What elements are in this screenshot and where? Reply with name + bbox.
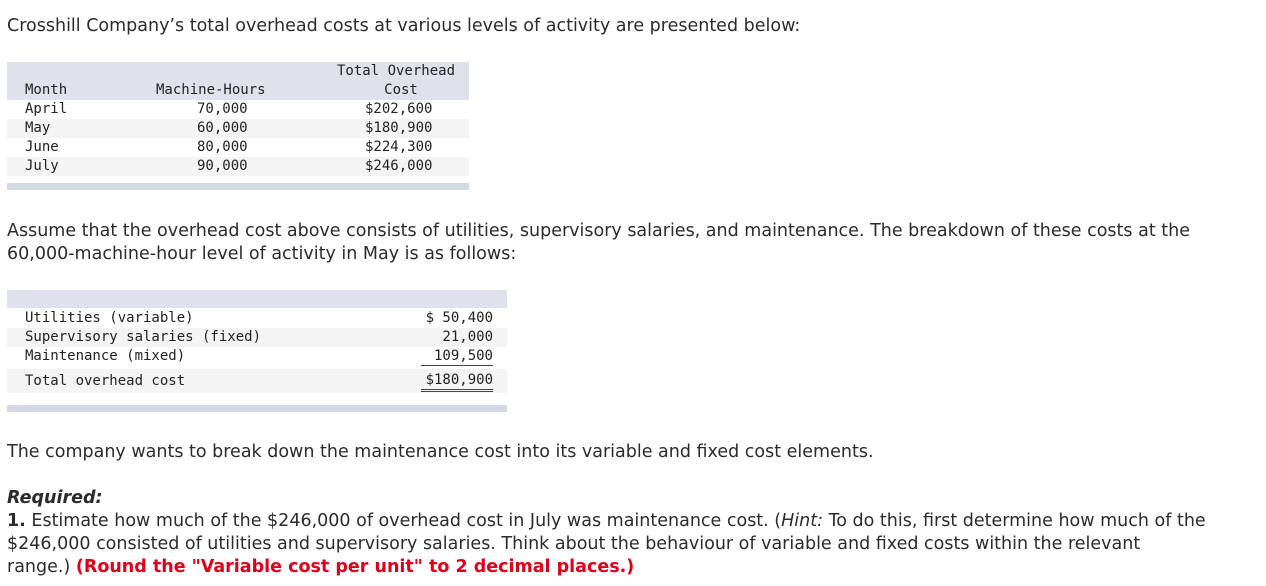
hint-label: Hint: [781, 511, 823, 531]
hours-cell: 90,000 [197, 158, 248, 174]
question-text-b: To do this, first determine how much of the $246,000 consisted of utilities and supervisory salaries. Think about the behaviour of variable and fixed costs within the relevant range.) [7, 511, 1206, 577]
table-footer-bar [7, 405, 507, 412]
amount-cell: $ 50,400 [425, 310, 493, 326]
intro-text: Crosshill Company’s total overhead costs at various levels of activity are presented below: [7, 16, 801, 36]
question-number: 1. [7, 511, 26, 531]
table-row [7, 138, 469, 157]
table-row [7, 157, 469, 176]
table-row [7, 119, 469, 138]
question-1 [7, 510, 1207, 579]
amount-cell: 21,000 [442, 329, 493, 345]
overhead-table [7, 62, 469, 190]
breakdown-table [7, 290, 507, 412]
column-header-month: Month [25, 82, 68, 98]
column-header-overhead-line2: Cost [384, 82, 418, 98]
label-cell: Maintenance (mixed) [25, 348, 186, 364]
column-header-machine-hours: Machine-Hours [156, 82, 266, 98]
label-cell: Supervisory salaries (fixed) [25, 329, 262, 345]
rounding-instruction: (Round the "Variable cost per unit" to 2 decimal places.) [75, 557, 635, 577]
hours-cell: 80,000 [197, 139, 248, 155]
cost-cell: $246,000 [365, 158, 433, 174]
required-label: Required: [7, 488, 103, 508]
column-header-overhead-line1: Total Overhead [337, 63, 456, 79]
month-cell: April [25, 101, 68, 117]
month-cell: June [25, 139, 59, 155]
month-cell: July [25, 158, 59, 174]
table-row [7, 369, 507, 393]
assume-text: Assume that the overhead cost above consists of utilities, supervisory salaries, and maintenance. The breakdown of these costs at the 60,000-machine-hour level of activity in May is as follows: [7, 221, 1190, 264]
amount-cell: 109,500 [421, 347, 493, 366]
table-footer-bar [7, 183, 469, 190]
hours-cell: 60,000 [197, 120, 248, 136]
cost-cell: $180,900 [365, 120, 433, 136]
question-text-a: Estimate how much of the $246,000 of overhead cost in July was maintenance cost. ( [25, 511, 782, 531]
table-row [7, 309, 507, 328]
table-header [7, 290, 507, 308]
month-cell: May [25, 120, 51, 136]
cost-cell: $224,300 [365, 139, 433, 155]
hours-cell: 70,000 [197, 101, 248, 117]
label-cell: Total overhead cost [25, 373, 186, 389]
label-cell: Utilities (variable) [25, 310, 194, 326]
total-amount-cell: $180,900 [421, 371, 493, 392]
cost-cell: $202,600 [365, 101, 433, 117]
table-row [7, 100, 469, 119]
table-row [7, 328, 507, 347]
table-row [7, 347, 507, 366]
company-wants-text: The company wants to break down the maintenance cost into its variable and fixed cost elements. [7, 442, 874, 462]
